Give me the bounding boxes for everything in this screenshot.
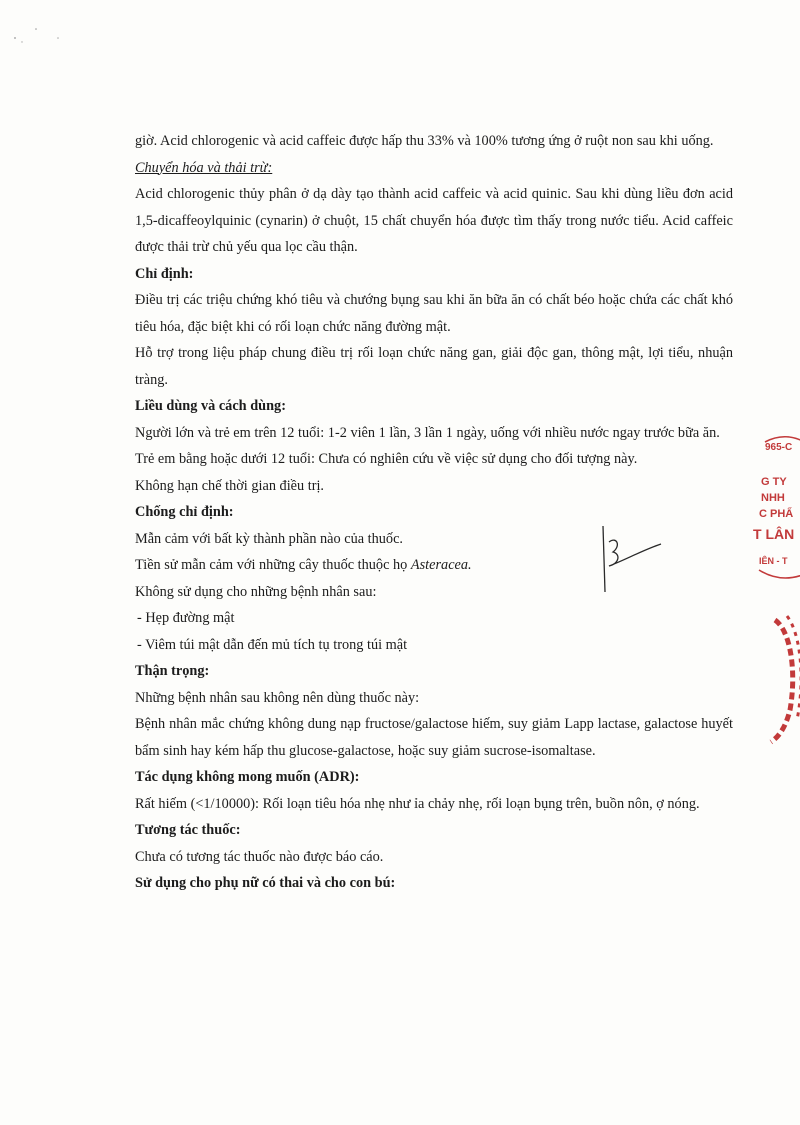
section-heading: Chống chỉ định:	[135, 504, 234, 520]
section-heading: Sử dụng cho phụ nữ có thai và cho con bú:	[135, 875, 396, 891]
body-paragraph: Không hạn chế thời gian điều trị.	[135, 477, 325, 494]
red-seal-stamp	[735, 420, 800, 760]
stamp-text-fragment: G TY	[761, 476, 787, 488]
bullet-item: - Viêm túi mật dẫn đến mủ tích tụ trong túi mật	[137, 636, 408, 653]
plant-family-name: Asteracea.	[410, 557, 472, 573]
body-paragraph: Người lớn và trẻ em trên 12 tuổi: 1-2 viên 1 lần, 3 lần 1 ngày, uống với nhiều nước ngay trước bữa ăn.	[135, 424, 720, 441]
scan-specks	[10, 26, 70, 56]
body-paragraph: Những bệnh nhân sau không nên dùng thuốc này:	[135, 689, 420, 706]
section-heading: Liều dùng và cách dùng:	[135, 398, 286, 414]
body-paragraph: Điều trị các triệu chứng khó tiêu và chướng bụng sau khi ăn bữa ăn có chất béo hoặc chứa các chất khó tiêu hóa, đặc biệt khi có rối loạn chức năng đường mật.	[135, 292, 733, 335]
section-heading: Tương tác thuốc:	[135, 822, 241, 838]
body-paragraph: giờ. Acid chlorogenic và acid caffeic được hấp thu 33% và 100% tương ứng ở ruột non sau khi uống.	[135, 133, 714, 149]
stamp-text-fragment: T LÂN	[753, 526, 795, 542]
stamp-text-fragment: 965-C	[765, 442, 793, 453]
section-heading: Chỉ định:	[135, 265, 194, 282]
body-paragraph: Không sử dụng cho những bệnh nhân sau:	[135, 583, 377, 600]
section-heading: Tác dụng không mong muốn (ADR):	[135, 769, 360, 785]
paragraph-text: Tiền sử mẫn cảm với những cây thuốc thuộc họ	[135, 557, 411, 573]
handwritten-signature	[595, 522, 665, 602]
section-heading: Thận trọng:	[135, 663, 210, 679]
body-paragraph: Trẻ em bằng hoặc dưới 12 tuổi: Chưa có nghiên cứu về việc sử dụng cho đối tượng này.	[135, 451, 638, 467]
section-subheading: Chuyển hóa và thải trừ:	[135, 159, 273, 176]
stamp-text-fragment: IÊN - T	[759, 556, 788, 566]
bullet-item: - Hẹp đường mật	[137, 610, 235, 626]
stamp-text-fragment: NHH	[761, 492, 785, 504]
body-paragraph: Bệnh nhân mắc chứng không dung nạp fructose/galactose hiếm, suy giảm Lapp lactase, galactose huyết bẩm sinh hay kém hấp thu glucose-galactose, hoặc suy giảm sucrose-isomaltase.	[135, 716, 733, 759]
body-paragraph: Mẫn cảm với bất kỳ thành phần nào của thuốc.	[135, 530, 404, 547]
document-body	[135, 128, 733, 897]
body-paragraph: Hỗ trợ trong liệu pháp chung điều trị rối loạn chức năng gan, giải độc gan, thông mật, lợi tiểu, nhuận tràng.	[135, 345, 733, 388]
body-paragraph: Acid chlorogenic thủy phân ở dạ dày tạo thành acid caffeic và acid quinic. Sau khi dùng liều đơn acid 1,5-dicaffeoylquinic (cynarin) ở chuột, 15 chất chuyển hóa được tìm thấy trong nước tiểu. Acid caffeic được thải trừ chủ yếu qua lọc cầu thận.	[135, 186, 733, 255]
body-paragraph: Chưa có tương tác thuốc nào được báo cáo.	[135, 848, 384, 865]
stamp-text-fragment: C PHẨ	[759, 508, 794, 520]
body-paragraph: Rất hiếm (<1/10000): Rối loạn tiêu hóa nhẹ như ỉa chảy nhẹ, rối loạn bụng trên, buồn nôn, ợ nóng.	[135, 795, 700, 812]
